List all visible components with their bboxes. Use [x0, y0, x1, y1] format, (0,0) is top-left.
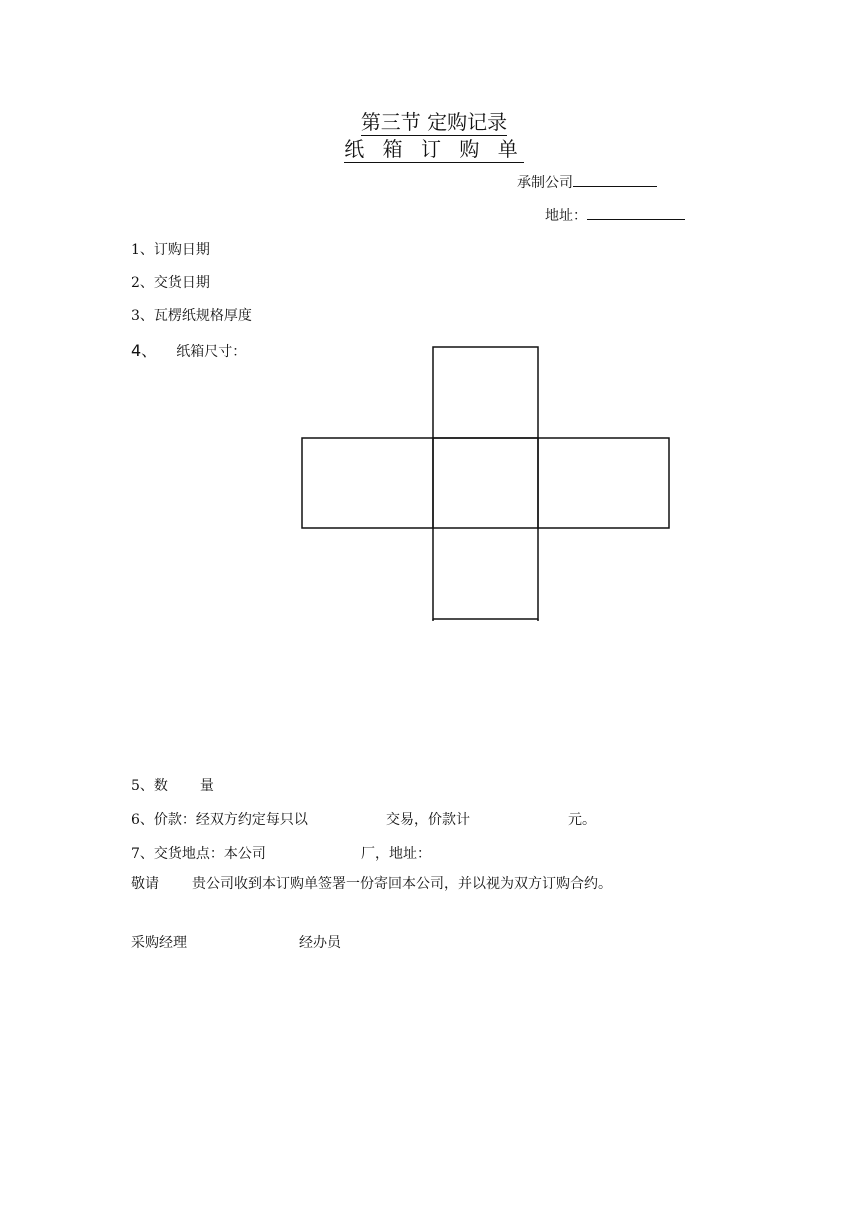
purchasing-manager-label: 采购经理	[131, 935, 187, 951]
quantity-item: 5、数 量	[131, 778, 214, 794]
delivery-place-item	[131, 843, 751, 863]
delivery-date-item: 2、交货日期	[131, 275, 210, 291]
delivery-place-text-2: 厂，地址：	[361, 846, 431, 862]
company-field	[517, 172, 657, 192]
price-text-3: 元。	[568, 812, 596, 828]
net-right-panel	[538, 438, 669, 528]
order-date-item: 1、订购日期	[131, 242, 210, 258]
price-text-1: 6、价款：经双方约定每只以	[131, 812, 308, 828]
company-blank[interactable]	[573, 172, 657, 187]
box-unfold-net	[300, 345, 672, 623]
form-title: 纸 箱 订 购 单	[344, 137, 524, 161]
notice-text: 贵公司收到本订购单签署一份寄回本公司，并以视为双方订购合约。	[192, 876, 612, 892]
corrugated-spec-item: 3、瓦楞纸规格厚度	[131, 308, 252, 324]
net-left-panel	[302, 438, 433, 528]
box-size-number: 4、	[131, 341, 158, 360]
address-label: 地址：	[545, 208, 587, 224]
delivery-place-text-1: 7、交货地点：本公司	[131, 846, 266, 862]
box-size-label: 纸箱尺寸：	[176, 344, 247, 360]
price-text-2: 交易，价款计	[386, 812, 470, 828]
box-size-item	[131, 338, 246, 361]
price-item	[131, 809, 751, 829]
net-bottom-panel	[433, 528, 538, 619]
company-label: 承制公司	[517, 175, 573, 191]
section-title: 第三节 定购记录	[360, 110, 508, 134]
address-field	[545, 205, 685, 225]
net-top-panel	[433, 347, 538, 438]
handler-label: 经办员	[299, 935, 341, 951]
net-center-panel	[433, 438, 538, 528]
notice-line	[131, 873, 751, 893]
notice-lead: 敬请	[131, 876, 159, 892]
address-blank[interactable]	[587, 205, 685, 220]
